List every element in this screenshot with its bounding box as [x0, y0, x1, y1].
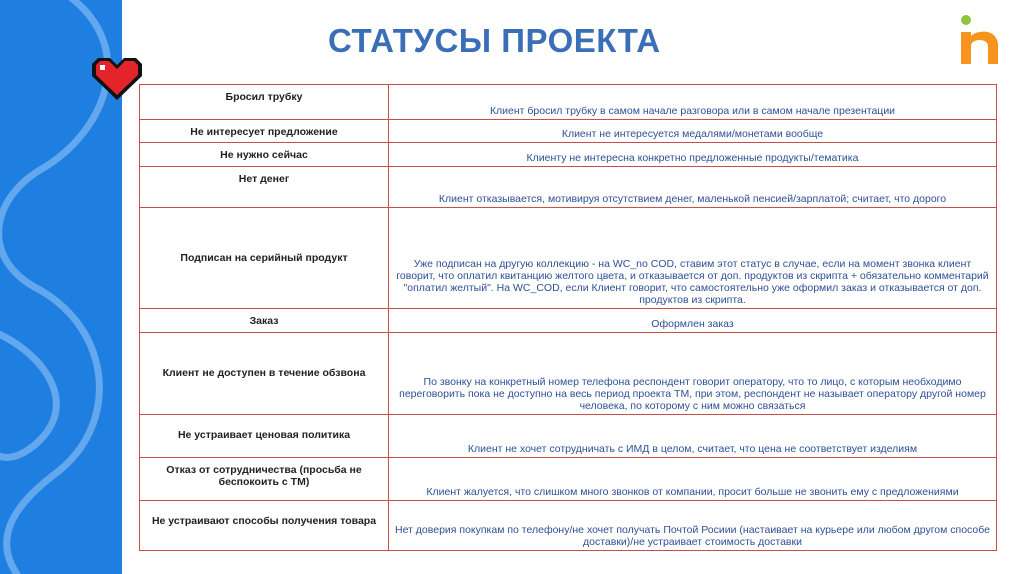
status-table — [139, 84, 997, 551]
status-description: Клиент не хочет сотрудничать с ИМД в целом, считает, что цена не соответствует изделиям — [389, 415, 997, 458]
status-description: Уже подписан на другую коллекцию - на WC_no COD, ставим этот статус в случае, если на момент звонка клиент говорит, что оплатил квитанцию желтого цвета, и отказывается от доп. продуктов из скрипта + обязательно комментарий "оплатил желтый". На WC_COD, если Клиент говорит, что самостоятельно уже оформил заказ и отказывается от доп. продуктов из скрипта. — [389, 208, 997, 309]
status-description: Нет доверия покупкам по телефону/не хочет получать Почтой Росиии (настаивает на курьере или любом другом способе доставки)/не устраивает стоимость доставки — [389, 501, 997, 551]
status-name: Клиент не доступен в течение обзвона — [140, 333, 389, 415]
table-row — [140, 120, 997, 143]
status-description: Клиент не интересуется медалями/монетами вообще — [389, 120, 997, 143]
table-row — [140, 458, 997, 501]
status-description: По звонку на конкретный номер телефона респондент говорит оператору, что то лицо, с которым необходимо переговорить пока не доступно на весь период проекта ТМ, при этом, респондент не называет оператору другой номер человека, по которому с ним можно связаться — [389, 333, 997, 415]
table-row — [140, 167, 997, 208]
status-name: Не устраивают способы получения товара — [140, 501, 389, 551]
status-name: Отказ от сотрудничества (просьба не беспокоить с ТМ) — [140, 458, 389, 501]
status-description: Клиент жалуется, что слишком много звонков от компании, просит больше не звонить ему с предложениями — [389, 458, 997, 501]
status-name: Нет денег — [140, 167, 389, 208]
status-description: Клиент отказывается, мотивируя отсутствием денег, маленькой пенсией/зарплатой; считает, что дорого — [389, 167, 997, 208]
table-row — [140, 333, 997, 415]
table-row — [140, 309, 997, 333]
pixel-heart-icon — [88, 56, 146, 102]
table-row — [140, 85, 997, 120]
status-description: Клиент бросил трубку в самом начале разговора или в самом начале презентации — [389, 85, 997, 120]
page-title: СТАТУСЫ ПРОЕКТА — [328, 22, 661, 59]
status-name: Не нужно сейчас — [140, 143, 389, 167]
status-name: Не устраивает ценовая политика — [140, 415, 389, 458]
status-description: Оформлен заказ — [389, 309, 997, 333]
status-name: Заказ — [140, 309, 389, 333]
table-row — [140, 415, 997, 458]
brand-logo-icon — [958, 14, 1002, 66]
status-name: Бросил трубку — [140, 85, 389, 120]
status-name: Подписан на серийный продукт — [140, 208, 389, 309]
table-row — [140, 208, 997, 309]
status-name: Не интересует предложение — [140, 120, 389, 143]
status-description: Клиенту не интересна конкретно предложенные продукты/тематика — [389, 143, 997, 167]
table-row — [140, 501, 997, 551]
table-row — [140, 143, 997, 167]
